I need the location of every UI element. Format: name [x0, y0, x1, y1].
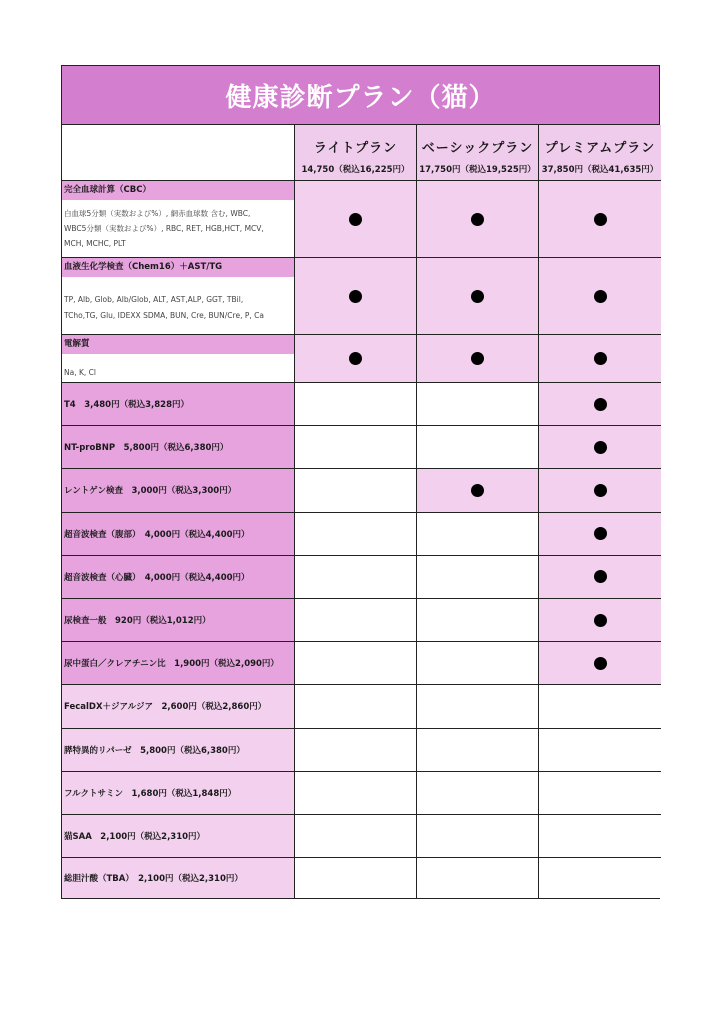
included-dot-icon	[594, 398, 607, 411]
exam-item-text: 尿検査一般 920円（税込1,012円）	[64, 616, 211, 627]
plan-cell	[295, 383, 417, 426]
plan-cell	[295, 335, 417, 383]
exam-item-label	[62, 513, 295, 556]
table-row	[62, 815, 659, 858]
plan-cell	[539, 642, 661, 685]
plan-cell	[417, 815, 539, 858]
exam-group-detail: TP, Alb, Glob, Alb/Glob, ALT, AST,ALP, GGT, TBil,	[64, 295, 244, 304]
included-dot-icon	[594, 352, 607, 365]
plan-cell	[539, 383, 661, 426]
plan-cell	[539, 772, 661, 815]
table-row	[62, 426, 659, 469]
plan-cell	[295, 685, 417, 728]
exam-item-text: レントゲン検査 3,000円（税込3,300円）	[64, 486, 237, 497]
exam-group-detail: MCH, MCHC, PLT	[64, 239, 126, 248]
plan-cell	[539, 258, 661, 335]
plan-name: ライトプラン	[313, 141, 398, 156]
plan-cell	[417, 335, 539, 383]
plan-cell	[539, 729, 661, 772]
exam-item-text: FecalDX＋ジアルジア 2,600円（税込2,860円）	[64, 702, 267, 713]
table-row	[62, 685, 659, 728]
plan-table	[61, 65, 660, 899]
exam-item-text: 膵特異的リパーゼ 5,800円（税込6,380円）	[64, 745, 245, 756]
plan-cell	[417, 426, 539, 469]
exam-item-label	[62, 383, 295, 426]
plan-cell	[295, 556, 417, 599]
exam-item-label	[62, 772, 295, 815]
plan-cell	[295, 469, 417, 512]
plan-cell	[417, 556, 539, 599]
plan-cell	[539, 426, 661, 469]
plan-cell	[539, 335, 661, 383]
included-dot-icon	[349, 213, 362, 226]
plan-cell	[417, 258, 539, 335]
plan-cell	[295, 729, 417, 772]
exam-group-detail: WBC5分類（実数および%）, RBC, RET, HGB,HCT, MCV,	[64, 224, 264, 233]
exam-item-text: T4 3,480円（税込3,828円）	[64, 400, 189, 411]
page-title: 健康診断プラン（猫）	[62, 66, 659, 125]
exam-group-label	[62, 335, 295, 383]
exam-item-text: NT-proBNP 5,800円（税込6,380円）	[64, 443, 229, 454]
included-dot-icon	[349, 290, 362, 303]
plan-cell	[417, 383, 539, 426]
plan-name: プレミアムプラン	[544, 141, 656, 156]
included-dot-icon	[471, 213, 484, 226]
included-dot-icon	[594, 614, 607, 627]
plan-cell	[295, 599, 417, 642]
plan-price: 14,750（税込16,225円）	[301, 165, 410, 175]
plan-cell	[295, 815, 417, 858]
plan-cell	[295, 642, 417, 685]
exam-item-text: 尿中蛋白／クレアチニン比 1,900円（税込2,090円）	[64, 659, 279, 670]
exam-group-label	[62, 181, 295, 258]
plan-cell	[417, 599, 539, 642]
plan-header-basic	[417, 125, 539, 181]
plan-cell	[539, 858, 661, 898]
table-row	[62, 858, 659, 898]
exam-group-name: 完全血球計算（CBC）	[62, 181, 294, 200]
exam-item-text: 超音波検査（腹部） 4,000円（税込4,400円）	[64, 529, 250, 540]
plan-cell	[539, 685, 661, 728]
included-dot-icon	[594, 657, 607, 670]
exam-group-label	[62, 258, 295, 335]
table-row	[62, 772, 659, 815]
table-row	[62, 513, 659, 556]
exam-group-detail: Na, K, Cl	[64, 368, 96, 377]
plan-cell	[295, 513, 417, 556]
table-row	[62, 642, 659, 685]
table-row	[62, 599, 659, 642]
plan-header-premium	[539, 125, 661, 181]
table-header	[62, 125, 659, 181]
plan-cell	[295, 426, 417, 469]
plan-price: 37,850円（税込41,635円）	[541, 165, 659, 175]
exam-group-name: 電解質	[62, 335, 294, 354]
included-dot-icon	[594, 441, 607, 454]
included-dot-icon	[594, 527, 607, 540]
included-dot-icon	[471, 484, 484, 497]
included-dot-icon	[594, 213, 607, 226]
plan-cell	[417, 772, 539, 815]
included-dot-icon	[594, 484, 607, 497]
exam-item-label	[62, 599, 295, 642]
plan-name: ベーシックプラン	[421, 141, 534, 156]
table-row	[62, 335, 659, 383]
exam-item-label	[62, 426, 295, 469]
plan-cell	[539, 815, 661, 858]
plan-cell	[417, 181, 539, 258]
included-dot-icon	[349, 352, 362, 365]
exam-item-label	[62, 469, 295, 512]
exam-item-text: フルクトサミン 1,680円（税込1,848円）	[64, 788, 237, 799]
included-dot-icon	[594, 290, 607, 303]
plan-cell	[539, 181, 661, 258]
plan-cell	[417, 858, 539, 898]
table-row	[62, 469, 659, 512]
exam-group-detail: TCho,TG, Glu, IDEXX SDMA, BUN, Cre, BUN/Cre, P, Ca	[64, 311, 264, 320]
plan-price: 17,750円（税込19,525円）	[419, 165, 536, 175]
plan-cell	[417, 469, 539, 512]
plan-cell	[417, 685, 539, 728]
included-dot-icon	[471, 352, 484, 365]
plan-cell	[295, 858, 417, 898]
exam-item-label	[62, 729, 295, 772]
exam-item-label	[62, 642, 295, 685]
exam-item-label	[62, 685, 295, 728]
table-row	[62, 181, 659, 258]
exam-group-name: 血液生化学検査（Chem16）＋AST/TG	[62, 258, 294, 277]
plan-cell	[539, 599, 661, 642]
plan-cell	[417, 729, 539, 772]
plan-cell	[417, 642, 539, 685]
table-row	[62, 556, 659, 599]
plan-cell	[295, 258, 417, 335]
header-corner	[62, 125, 295, 181]
plan-cell	[417, 513, 539, 556]
plan-cell	[295, 772, 417, 815]
plan-cell	[539, 556, 661, 599]
plan-cell	[539, 513, 661, 556]
exam-item-label	[62, 556, 295, 599]
exam-item-label	[62, 815, 295, 858]
exam-item-text: 総胆汁酸（TBA） 2,100円（税込2,310円）	[64, 874, 243, 885]
table-row	[62, 258, 659, 335]
included-dot-icon	[594, 570, 607, 583]
table-row	[62, 729, 659, 772]
plan-header-light	[295, 125, 417, 181]
plan-cell	[539, 469, 661, 512]
plan-cell	[295, 181, 417, 258]
exam-group-detail: 白血球5分類（実数および%）, 網赤血球数 含む, WBC,	[64, 209, 251, 218]
exam-item-label	[62, 858, 295, 898]
table-row	[62, 383, 659, 426]
exam-item-text: 猫SAA 2,100円（税込2,310円）	[64, 832, 206, 843]
exam-item-text: 超音波検査（心臓） 4,000円（税込4,400円）	[64, 572, 250, 583]
included-dot-icon	[471, 290, 484, 303]
